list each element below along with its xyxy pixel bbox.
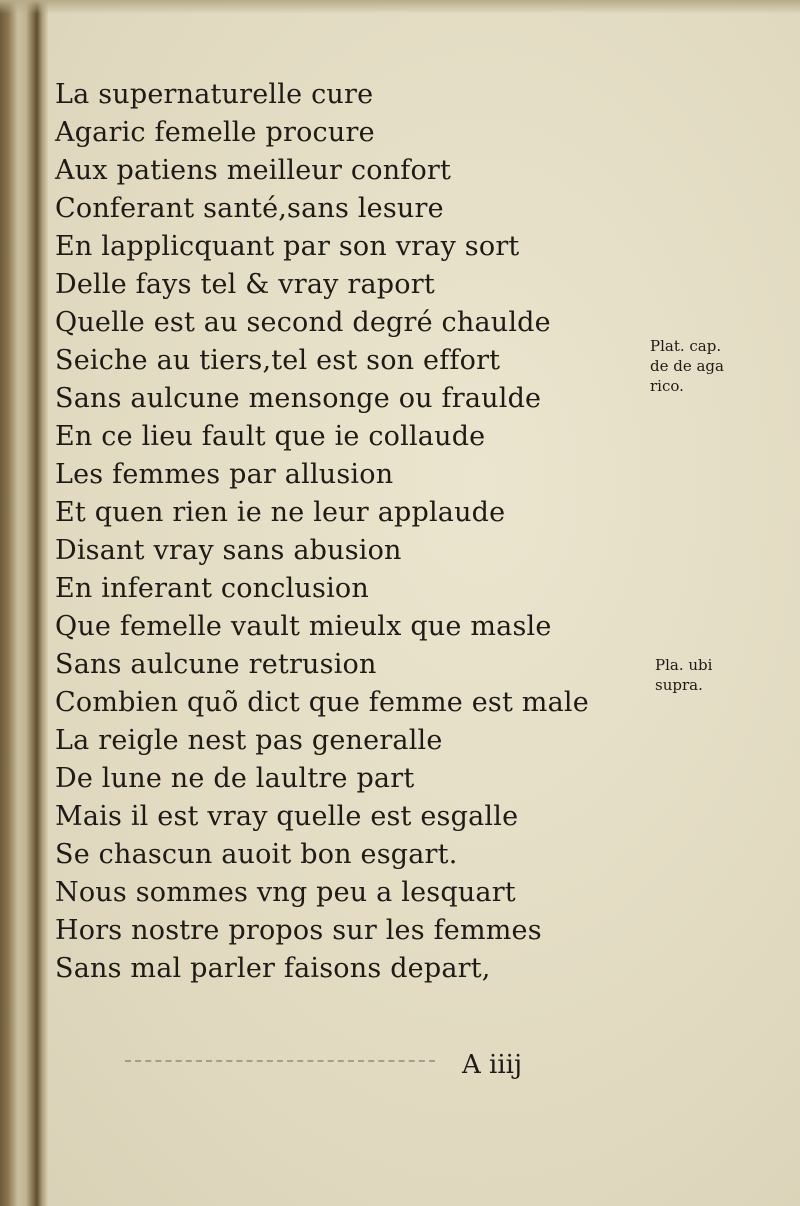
verse-line: En lapplicquant par son vray sort bbox=[55, 231, 520, 262]
verse-line: Hors nostre propos sur les femmes bbox=[55, 915, 542, 946]
signature-mark: A iiij bbox=[462, 1050, 523, 1080]
verse-line: En ce lieu fault que ie collaude bbox=[55, 421, 486, 452]
verse-line: Conferant santé,sans lesure bbox=[55, 193, 444, 224]
verse-line: De lune ne de laultre part bbox=[55, 763, 415, 794]
verse-line: Delle fays tel & vray raport bbox=[55, 269, 435, 300]
verse-line: Les femmes par allusion bbox=[55, 459, 394, 490]
margin-note-line: rico. bbox=[650, 377, 684, 395]
bleed-through-dash bbox=[125, 1060, 435, 1062]
verse-line: La reigle nest pas generalle bbox=[55, 725, 443, 756]
verse-line: Se chascun auoit bon esgart. bbox=[55, 839, 458, 870]
margin-note-2 bbox=[655, 655, 712, 695]
verse-line: Sans aulcune mensonge ou fraulde bbox=[55, 383, 542, 414]
verse-line: Que femelle vault mieulx que masle bbox=[55, 611, 552, 642]
verse-line: Combien quõ dict que femme est male bbox=[55, 687, 589, 718]
margin-note-line: Pla. ubi bbox=[655, 656, 713, 674]
verse-line: Quelle est au second degré chaulde bbox=[55, 307, 551, 338]
margin-note-line: Plat. cap. bbox=[650, 337, 722, 355]
verse-line: En inferant conclusion bbox=[55, 573, 369, 604]
verse-line: Et quen rien ie ne leur applaude bbox=[55, 497, 506, 528]
margin-note-line: supra. bbox=[655, 676, 703, 694]
verse-line: La supernaturelle cure bbox=[55, 79, 374, 110]
verse-line: Agaric femelle procure bbox=[55, 117, 375, 148]
page-edge-shadow bbox=[0, 0, 800, 14]
margin-note-line: de de aga bbox=[650, 357, 724, 375]
verse-line: Mais il est vray quelle est esgalle bbox=[55, 801, 519, 832]
margin-note-1 bbox=[650, 336, 724, 396]
verse-line: Nous sommes vng peu a lesquart bbox=[55, 877, 516, 908]
verse-line: Disant vray sans abusion bbox=[55, 535, 402, 566]
book-gutter bbox=[0, 0, 48, 1206]
verse-line: Aux patiens meilleur confort bbox=[55, 155, 452, 186]
verse-line: Sans aulcune retrusion bbox=[55, 649, 377, 680]
verse-line: Sans mal parler faisons depart, bbox=[55, 953, 491, 984]
verse-line: Seiche au tiers,tel est son effort bbox=[55, 345, 501, 376]
